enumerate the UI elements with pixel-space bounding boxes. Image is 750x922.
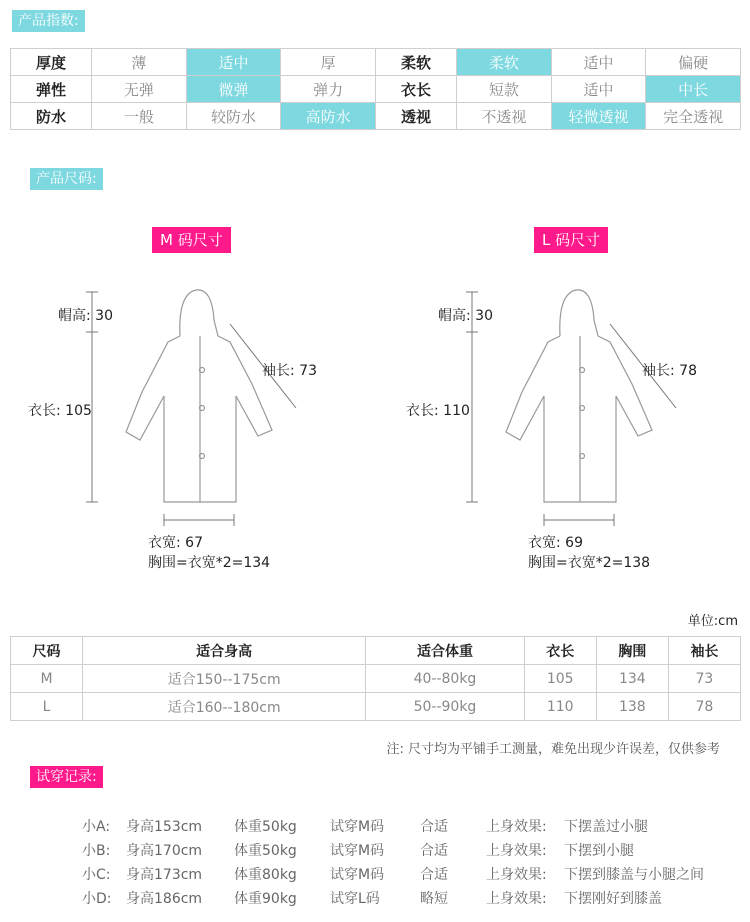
index-row: [11, 103, 741, 130]
size-table-header: 衣长: [524, 637, 596, 665]
trial-name: 小C:: [82, 867, 111, 883]
size-table-cell: M: [11, 665, 83, 693]
index-option: 适中: [551, 49, 646, 76]
index-section-title: 产品指数:: [12, 10, 85, 32]
index-attribute-label: 衣长: [375, 76, 456, 103]
trial-weight: 体重80kg: [234, 867, 297, 883]
index-option: 较防水: [186, 103, 281, 130]
trial-effect-label: 上身效果:: [486, 819, 547, 835]
unit-label: 单位:cm: [687, 614, 738, 629]
l-sleeve-label: 袖长: 78: [642, 363, 697, 379]
trial-weight: 体重50kg: [234, 819, 297, 835]
size-table-row: [11, 693, 741, 721]
m-chest-label: 胸围=衣宽*2=134: [148, 555, 271, 571]
trial-height: 身高170cm: [126, 843, 203, 859]
index-option-selected: 高防水: [281, 103, 376, 130]
trial-record: [82, 888, 742, 908]
size-table-header: 胸围: [596, 637, 668, 665]
size-table-header: 袖长: [668, 637, 740, 665]
trial-weight: 体重50kg: [234, 843, 297, 859]
m-hood-label: 帽高: 30: [58, 308, 113, 324]
size-table-cell: 适合160--180cm: [83, 693, 366, 721]
m-size-title: M 码尺寸: [152, 227, 231, 253]
index-attribute-label: 厚度: [11, 49, 92, 76]
m-measure-lines: [86, 292, 296, 526]
trial-height: 身高186cm: [126, 891, 203, 907]
trial-record: [82, 840, 742, 860]
trial-effect: 下摆盖过小腿: [564, 819, 648, 835]
trial-effect-label: 上身效果:: [486, 843, 547, 859]
index-row: [11, 76, 741, 103]
l-width-label: 衣宽: 69: [528, 535, 583, 551]
trial-effect-label: 上身效果:: [486, 867, 547, 883]
size-table: [10, 636, 741, 721]
index-option-selected: 中长: [646, 76, 741, 103]
trial-height: 身高173cm: [126, 867, 203, 883]
size-table-cell: 50--90kg: [366, 693, 524, 721]
trial-section-title: 试穿记录:: [30, 766, 103, 788]
index-option-selected: 轻微透视: [551, 103, 646, 130]
measurement-note: 注: 尺寸均为平铺手工测量，难免出现少许误差，仅供参考: [386, 742, 720, 757]
l-size-title: L 码尺寸: [534, 227, 608, 253]
index-attribute-label: 弹性: [11, 76, 92, 103]
trial-fit: 合适: [420, 867, 448, 883]
trial-size: 试穿L码: [330, 891, 380, 907]
index-attribute-label: 防水: [11, 103, 92, 130]
m-width-label: 衣宽: 67: [148, 535, 203, 551]
index-option-selected: 微弹: [186, 76, 281, 103]
index-option: 偏硬: [646, 49, 741, 76]
trial-fit: 合适: [420, 819, 448, 835]
index-option: 完全透视: [646, 103, 741, 130]
size-table-cell: 134: [596, 665, 668, 693]
trial-effect-label: 上身效果:: [486, 891, 547, 907]
l-chest-label: 胸围=衣宽*2=138: [528, 555, 651, 571]
trial-name: 小D:: [82, 891, 112, 907]
trial-name: 小A:: [82, 819, 111, 835]
index-option: 厚: [281, 49, 376, 76]
index-option: 无弹: [92, 76, 187, 103]
m-sleeve-label: 袖长: 73: [262, 363, 317, 379]
index-attribute-label: 透视: [375, 103, 456, 130]
index-option-selected: 柔软: [457, 49, 552, 76]
size-table-header: 尺码: [11, 637, 83, 665]
size-table-cell: 105: [524, 665, 596, 693]
l-measure-lines: [466, 292, 676, 526]
size-table-cell: 138: [596, 693, 668, 721]
l-hood-label: 帽高: 30: [438, 308, 493, 324]
trial-size: 试穿M码: [330, 867, 385, 883]
trial-size: 试穿M码: [330, 819, 385, 835]
index-option: 不透视: [457, 103, 552, 130]
size-table-header: 适合体重: [366, 637, 524, 665]
trial-effect: 下摆到膝盖与小腿之间: [564, 867, 704, 883]
size-table-cell: 适合150--175cm: [83, 665, 366, 693]
l-length-label: 衣长: 110: [406, 403, 470, 419]
trial-weight: 体重90kg: [234, 891, 297, 907]
index-option: 一般: [92, 103, 187, 130]
index-option: 适中: [551, 76, 646, 103]
trial-effect: 下摆刚好到膝盖: [564, 891, 662, 907]
size-table-row: [11, 665, 741, 693]
size-table-cell: 40--80kg: [366, 665, 524, 693]
trial-height: 身高153cm: [126, 819, 203, 835]
trial-name: 小B:: [82, 843, 111, 859]
size-section-title: 产品尺码:: [30, 168, 103, 190]
size-table-cell: L: [11, 693, 83, 721]
index-attribute-label: 柔软: [375, 49, 456, 76]
index-row: [11, 49, 741, 76]
trial-fit: 略短: [420, 891, 448, 907]
index-option: 短款: [457, 76, 552, 103]
m-length-label: 衣长: 105: [28, 403, 92, 419]
product-index-table: [10, 48, 741, 130]
m-coat-outline: [126, 290, 272, 502]
trial-size: 试穿M码: [330, 843, 385, 859]
trial-effect: 下摆到小腿: [564, 843, 634, 859]
l-coat-outline: [506, 290, 652, 502]
trial-record: [82, 864, 742, 884]
index-option: 弹力: [281, 76, 376, 103]
size-table-cell: 78: [668, 693, 740, 721]
size-table-cell: 110: [524, 693, 596, 721]
index-option-selected: 适中: [186, 49, 281, 76]
trial-fit: 合适: [420, 843, 448, 859]
size-table-cell: 73: [668, 665, 740, 693]
trial-record: [82, 816, 742, 836]
index-option: 薄: [92, 49, 187, 76]
size-table-header: 适合身高: [83, 637, 366, 665]
